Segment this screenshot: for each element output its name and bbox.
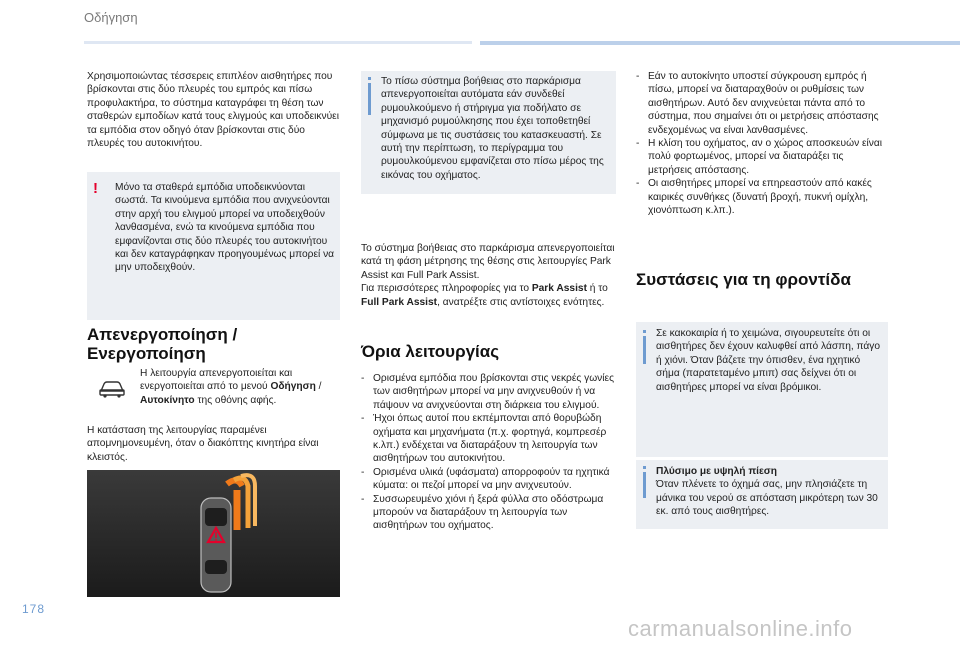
info-trailer-text: Το πίσω σύστημα βοήθειας στο παρκάρισμα απενεργοποιείται αυτόματα εάν συνδεθεί ρυμουλκούμενο ή στήριγμα για ποδήλατο σε μηχανισμό ρυμούλκησης που έχει τοποθετηθεί σύμφωνα με τις συστάσεις του κατασκευαστή. Σε αυτή την περίπτωση, το περίγραμμα του ρυμουλκούμενου εμφανίζεται στο πίσω μέρος της εικόνας του οχήματος.	[381, 76, 604, 181]
section-title-toggle: Απενεργοποίηση / Ενεργοποίηση	[87, 325, 238, 363]
car-settings-icon	[97, 377, 127, 399]
toggle-instruction: Η λειτουργία απενεργοποιείται και ενεργοποιείται από το μενού Οδήγηση / Αυτοκίνητο της οθόνης αφής.	[140, 368, 322, 406]
list-item: - Η κλίση του οχήματος, αν ο χώρος αποσκευών είναι πολύ φορτωμένος, μπορεί να διαταράξει τις μετρήσεις απόστασης.	[636, 138, 883, 176]
list-item: - Ήχοι όπως αυτοί που εκπέμπονται από θορυβώδη οχήματα και μηχανήματα (π.χ. φορτηγά, κομπρεσέρ κ.λπ.) ενδέχεται να διαταράξουν τη λειτουργία των αισθητήρων του αυτοκινήτου.	[361, 413, 607, 465]
running-header: Οδήγηση	[84, 10, 138, 25]
limits-list-continued	[636, 70, 888, 217]
info-icon	[643, 472, 646, 498]
header-rule-right	[480, 41, 960, 45]
info-box-weather	[636, 322, 888, 457]
state-paragraph: Η κατάσταση της λειτουργίας παραμένει απομνημονευμένη, όταν ο διακόπτης κινητήρα είναι κλειστός.	[87, 425, 319, 463]
footer-watermark: carmanualsonline.info	[628, 616, 853, 641]
info-pressure-wash-text: Πλύσιμο με υψηλή πίεση Όταν πλένετε το όχημά σας, μην πλησιάζετε τη μάνικα του νερού σε απόσταση μικρότερη των 30 εκ. από τους αισθητήρες.	[656, 466, 878, 518]
page-number: 178	[22, 602, 46, 616]
info-icon	[643, 336, 646, 364]
list-item: - Συσσωρευμένο χιόνι ή ξερά φύλλα στο οδόστρωμα μπορούν να διαταράξουν τη λειτουργία των αισθητήρων του οχήματος.	[361, 493, 604, 532]
list-item: - Οι αισθητήρες μπορεί να επηρεαστούν από κακές καιρικές συνθήκες (δυνατή βροχή, πυκνή ομίχλη, χιονόπτωση κ.λπ.).	[636, 178, 872, 217]
list-item: - Ορισμένα εμπόδια που βρίσκονται στις νεκρές γωνίες των αισθητήρων μπορεί να μην ανιχνευθούν ή να πάψουν να ανιχνεύονται στη διάρκεια του ελιγμού.	[361, 373, 614, 411]
info-box-pressure-wash	[636, 460, 888, 529]
info-box-trailer	[361, 71, 616, 194]
section-title-limits: Όρια λειτουργίας	[361, 342, 500, 361]
limits-list	[361, 372, 616, 533]
section-title-care: Συστάσεις για τη φροντίδα	[636, 270, 851, 289]
warning-box	[87, 172, 340, 320]
intro-paragraph: Χρησιμοποιώντας τέσσερεις επιπλέον αισθητήρες που βρίσκονται στις δύο πλευρές του εμπρός και πίσω προφυλακτήρα, το σύστημα καταγράφει τη θέση των σταθερών εμποδίων κατά τους ελιγμούς και υποδεικνύει τα εμπόδια στον οδηγό όταν βρίσκονται στις δύο πλευρές του αυτοκινήτου.	[87, 71, 339, 150]
side-sensor-illustration	[87, 470, 340, 597]
warning-text: Μόνο τα σταθερά εμπόδια υποδεικνύονται σωστά. Τα κινούμενα εμπόδια που ανιχνεύονται στην αρχή του ελιγμού μπορεί να υποδειχθούν λανθασμένα, ενώ τα κινούμενα εμπόδια που εμφανίζονται στις δύο πλευρές του αυτοκινήτου και δεν καταγράφηκαν προηγουμένως μπορεί να μην υποδειχθούν.	[115, 182, 335, 274]
header-rule-left	[84, 41, 472, 44]
list-item: - Ορισμένα υλικά (υφάσματα) απορροφούν τα ηχητικά κύματα: οι πεζοί μπορεί να μην ανιχνευτούν.	[361, 466, 610, 492]
warning-icon: !	[93, 180, 98, 197]
park-assist-paragraph: Το σύστημα βοήθειας στο παρκάρισμα απενεργοποιείται κατά τη φάση μέτρησης της θέσης στις λειτουργίες Park Assist και Full Park Assist. Για περισσότερες πληροφορίες για το Park Assist ή το Full Park Assist, ανατρέξτε στις αντίστοιχες ενότητες.	[361, 243, 615, 308]
info-icon	[368, 83, 371, 115]
info-weather-text: Σε κακοκαιρία ή το χειμώνα, σιγουρευτείτε ότι οι αισθητήρες δεν έχουν καλυφθεί από λάσπη, πάγο ή χιόνι. Όταν βάζετε την όπισθεν, ένα ηχητικό σήμα (παρατεταμένο μπιπ) σας δείχνει ότι οι αισθητήρες μπορεί να είναι βρόμικοι.	[656, 328, 881, 393]
list-item: - Εάν το αυτοκίνητο υποστεί σύγκρουση εμπρός ή πίσω, μπορεί να διαταραχθούν οι ρυθμίσεις των αισθητήρων. Αυτό δεν ανιχνεύεται πάντα από το σύστημα, που σημαίνει ότι οι μετρήσεις απόστασης ενδεχομένως να είναι λανθασμένες.	[636, 71, 879, 136]
